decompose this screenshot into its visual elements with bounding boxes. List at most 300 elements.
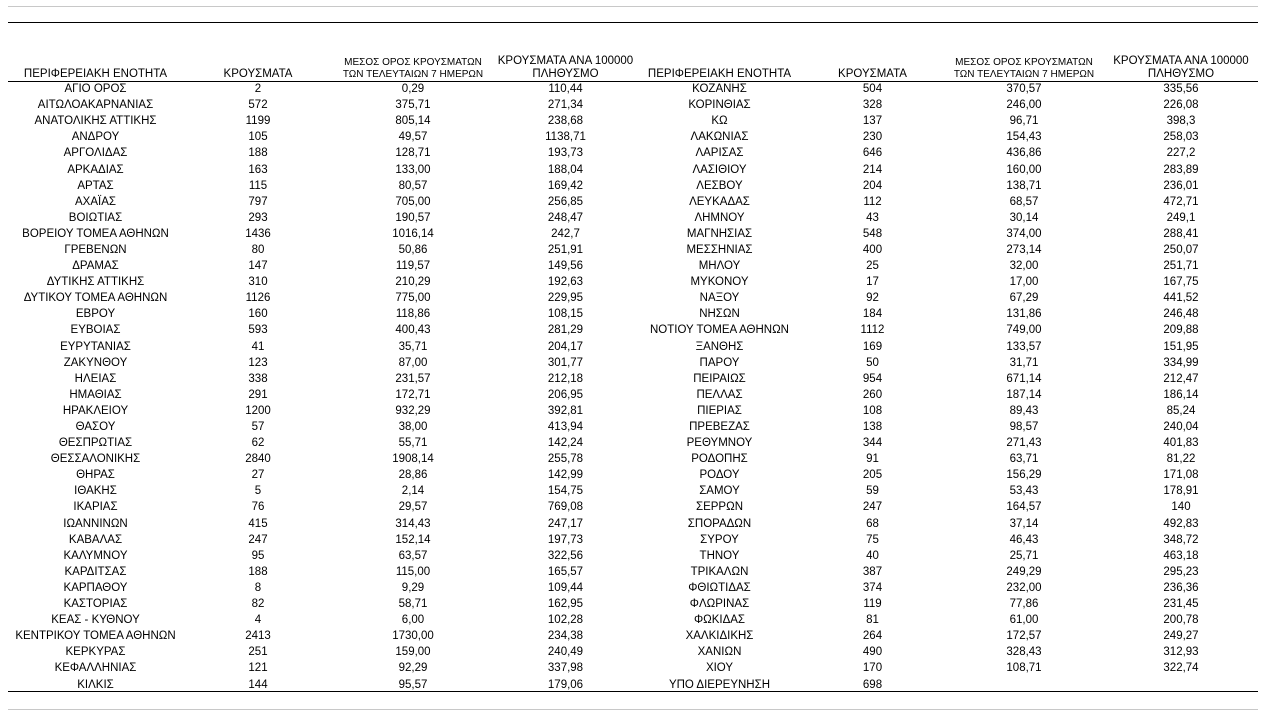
- avg7-cell: 374,00: [1006, 227, 1042, 240]
- cases-cell: 1436: [245, 227, 271, 240]
- avg7-cell: 436,86: [1006, 147, 1042, 160]
- table-row: [8, 145, 1258, 161]
- avg7-cell: 38,00: [398, 421, 428, 434]
- avg7-cell: 328,43: [1006, 646, 1042, 659]
- cases-cell: 68: [866, 517, 879, 530]
- avg7-cell: 172,57: [1006, 630, 1042, 643]
- region-cell: ΙΩΑΝΝΙΝΩΝ: [63, 517, 128, 530]
- avg7-cell: 246,00: [1006, 99, 1042, 112]
- table-body: [8, 81, 1258, 693]
- table-row: [8, 596, 1258, 612]
- per100k-cell: 142,24: [547, 437, 584, 450]
- per100k-cell: 251,91: [547, 243, 584, 256]
- avg7-cell: 25,71: [1009, 549, 1039, 562]
- header-cases-2: ΚΡΟΥΣΜΑΤΑ: [838, 68, 907, 80]
- avg7-cell: 6,00: [401, 614, 425, 627]
- per100k-cell: 250,07: [1163, 243, 1199, 256]
- region-cell: ΧΙΟΥ: [705, 662, 734, 675]
- cases-cell: 344: [862, 437, 883, 450]
- bottom-rule: [8, 691, 1258, 692]
- header-rule: [8, 81, 1258, 82]
- cases-cell: 105: [248, 131, 268, 144]
- cases-cell: 338: [248, 372, 268, 385]
- region-cell: ΥΠΟ ΔΙΕΡΕΥΝΗΣΗ: [668, 678, 771, 691]
- table-row: [8, 274, 1258, 290]
- per100k-cell: 212,18: [547, 372, 584, 385]
- per100k-cell: 108,15: [547, 308, 584, 321]
- cases-cell: 328: [862, 99, 883, 112]
- region-cell: ΑΡΓΟΛΙΔΑΣ: [63, 147, 128, 160]
- table-row: [8, 322, 1258, 338]
- avg7-cell: 932,29: [395, 404, 431, 417]
- avg7-cell: 9,29: [401, 581, 425, 594]
- cases-cell: 954: [862, 372, 883, 385]
- region-cell: ΑΓΙΟ ΟΡΟΣ: [64, 83, 127, 96]
- cases-cell: 247: [862, 501, 883, 514]
- cases-cell: 264: [862, 630, 883, 643]
- table-row: [8, 210, 1258, 226]
- header-cases: ΚΡΟΥΣΜΑΤΑ: [223, 68, 293, 80]
- region-cell: ΙΘΑΚΗΣ: [74, 485, 117, 498]
- region-cell: ΧΑΛΚΙΔΙΚΗΣ: [685, 630, 754, 643]
- per100k-cell: 165,57: [547, 565, 584, 578]
- region-cell: ΤΡΙΚΑΛΩΝ: [690, 565, 749, 578]
- per100k-cell: 236,01: [1163, 179, 1199, 192]
- region-cell: ΣΥΡΟΥ: [700, 533, 739, 546]
- region-cell: ΘΕΣΣΑΛΟΝΙΚΗΣ: [50, 453, 141, 466]
- region-cell: ΙΚΑΡΙΑΣ: [73, 501, 118, 514]
- table-row: [8, 660, 1258, 676]
- region-cell: ΣΑΜΟΥ: [699, 485, 740, 498]
- per100k-cell: 109,44: [547, 581, 584, 594]
- avg7-cell: 273,14: [1006, 243, 1042, 256]
- per100k-cell: 179,06: [547, 678, 584, 691]
- cases-cell: 415: [248, 517, 268, 530]
- top-thin-rule: [8, 6, 1258, 7]
- region-cell: ΕΥΒΟΙΑΣ: [70, 324, 121, 337]
- avg7-cell: 108,71: [1006, 662, 1042, 675]
- cases-cell: 147: [248, 260, 268, 273]
- table-row: [8, 548, 1258, 564]
- avg7-cell: 63,57: [398, 549, 428, 562]
- cases-cell: 1126: [245, 292, 271, 305]
- region-cell: ΚΕΑΣ - ΚΥΘΝΟΥ: [51, 614, 140, 627]
- avg7-cell: 749,00: [1006, 324, 1042, 337]
- region-cell: ΛΑΡΙΣΑΣ: [695, 147, 744, 160]
- table-row: [8, 242, 1258, 258]
- region-cell: ΕΥΡΥΤΑΝΙΑΣ: [60, 340, 131, 353]
- table-row: [8, 290, 1258, 306]
- region-cell: ΗΜΑΘΙΑΣ: [69, 388, 122, 401]
- header-avg7-2: ΜΕΣΟΣ ΟΡΟΣ ΚΡΟΥΣΜΑΤΩΝ ΤΩΝ ΤΕΛΕΥΤΑΙΩΝ 7 ΗΜΕΡΩΝ: [953, 57, 1095, 80]
- avg7-cell: 119,57: [395, 260, 431, 273]
- per100k-cell: 151,95: [1163, 340, 1199, 353]
- cases-cell: 160: [248, 308, 268, 321]
- region-cell: ΝΑΞΟΥ: [699, 292, 740, 305]
- cases-table: [8, 50, 1258, 693]
- region-cell: ΚΑΡΔΙΤΣΑΣ: [64, 565, 127, 578]
- region-cell: ΘΑΣΟΥ: [75, 421, 116, 434]
- avg7-cell: 775,00: [395, 292, 431, 305]
- region-cell: ΦΘΙΩΤΙΔΑΣ: [688, 581, 751, 594]
- region-cell: ΤΗΝΟΥ: [699, 549, 740, 562]
- table-row: [8, 483, 1258, 499]
- cases-cell: 205: [862, 469, 883, 482]
- region-cell: ΚΑΣΤΟΡΙΑΣ: [63, 598, 128, 611]
- region-cell: ΓΡΕΒΕΝΩΝ: [64, 243, 127, 256]
- table-row: [8, 306, 1258, 322]
- per100k-cell: 472,71: [1163, 195, 1199, 208]
- cases-cell: 1199: [245, 115, 271, 128]
- cases-cell: 2840: [245, 453, 271, 466]
- per100k-cell: 171,08: [1163, 469, 1199, 482]
- avg7-cell: 98,57: [1009, 421, 1039, 434]
- cases-cell: 260: [862, 388, 883, 401]
- region-cell: ΚΟΖΑΝΗΣ: [692, 83, 747, 96]
- per100k-cell: 256,85: [547, 195, 584, 208]
- per100k-cell: 441,52: [1163, 292, 1199, 305]
- per100k-cell: 206,95: [547, 388, 584, 401]
- per100k-cell: 283,89: [1163, 163, 1199, 176]
- avg7-cell: 164,57: [1006, 501, 1042, 514]
- region-cell: ΠΕΙΡΑΙΩΣ: [693, 372, 746, 385]
- per100k-cell: 192,63: [547, 276, 584, 289]
- region-cell: ΑΧΑΪΑΣ: [75, 195, 116, 208]
- avg7-cell: 89,43: [1009, 404, 1039, 417]
- avg7-cell: 370,57: [1006, 83, 1042, 96]
- per100k-cell: 231,45: [1163, 598, 1199, 611]
- table-row: [8, 129, 1258, 145]
- per100k-cell: 204,17: [547, 340, 584, 353]
- table-row: [8, 403, 1258, 419]
- avg7-cell: 68,57: [1009, 195, 1039, 208]
- per100k-cell: 1138,71: [545, 131, 586, 144]
- cases-cell: 593: [248, 324, 268, 337]
- region-cell: ΚΕΡΚΥΡΑΣ: [65, 646, 126, 659]
- avg7-cell: 50,86: [398, 243, 428, 256]
- cases-cell: 797: [248, 195, 268, 208]
- cases-cell: 293: [248, 211, 268, 224]
- table-row: [8, 97, 1258, 113]
- cases-cell: 188: [248, 565, 268, 578]
- cases-cell: 76: [251, 501, 265, 514]
- avg7-cell: 1730,00: [392, 630, 434, 643]
- per100k-cell: 246,48: [1163, 308, 1199, 321]
- region-cell: ΚΑΒΑΛΑΣ: [68, 533, 123, 546]
- cases-cell: 490: [862, 646, 883, 659]
- per100k-cell: 200,78: [1163, 614, 1199, 627]
- cases-cell: 5: [254, 485, 262, 498]
- avg7-cell: 154,43: [1006, 131, 1042, 144]
- table-row: [8, 194, 1258, 210]
- per100k-cell: 334,99: [1163, 356, 1199, 369]
- cases-cell: 115: [248, 179, 268, 192]
- table-row: [8, 467, 1258, 483]
- per100k-cell: 149,56: [547, 260, 584, 273]
- per100k-cell: 140: [1171, 501, 1191, 514]
- cases-cell: 204: [862, 179, 883, 192]
- avg7-cell: 30,14: [1009, 211, 1039, 224]
- cases-cell: 80: [251, 243, 265, 256]
- per100k-cell: 162,95: [547, 598, 584, 611]
- cases-cell: 137: [862, 115, 883, 128]
- avg7-cell: 210,29: [395, 276, 431, 289]
- per100k-cell: 255,78: [547, 453, 584, 466]
- cases-cell: 81: [866, 614, 879, 627]
- region-cell: ΚΕΝΤΡΙΚΟΥ ΤΟΜΕΑ ΑΘΗΝΩΝ: [15, 630, 176, 643]
- region-cell: ΞΑΝΘΗΣ: [695, 340, 744, 353]
- avg7-cell: 805,14: [395, 115, 431, 128]
- per100k-cell: 249,27: [1163, 630, 1199, 643]
- header-per100k: ΚΡΟΥΣΜΑΤΑ ΑΝΑ 100000 ΠΛΗΘΥΣΜΟ: [497, 55, 634, 80]
- table-row: [8, 516, 1258, 532]
- region-cell: ΣΕΡΡΩΝ: [695, 501, 744, 514]
- cases-cell: 75: [866, 533, 879, 546]
- region-cell: ΚΕΦΑΛΛΗΝΙΑΣ: [54, 662, 137, 675]
- per100k-cell: 186,14: [1163, 388, 1199, 401]
- table-row: [8, 580, 1258, 596]
- region-cell: ΦΛΩΡΙΝΑΣ: [689, 598, 750, 611]
- avg7-cell: 160,00: [1006, 163, 1042, 176]
- per100k-cell: 234,38: [547, 630, 584, 643]
- cases-cell: 251: [248, 646, 268, 659]
- cases-cell: 230: [862, 131, 883, 144]
- region-cell: ΑΡΚΑΔΙΑΣ: [67, 163, 124, 176]
- cases-cell: 50: [866, 356, 879, 369]
- per100k-cell: 295,23: [1163, 565, 1199, 578]
- header-per100k-2: ΚΡΟΥΣΜΑΤΑ ΑΝΑ 100000 ΠΛΗΘΥΣΜΟ: [1113, 55, 1249, 80]
- per100k-cell: 229,95: [547, 292, 584, 305]
- top-rule: [8, 22, 1258, 23]
- region-cell: ΚΙΛΚΙΣ: [77, 678, 114, 691]
- avg7-cell: 190,57: [395, 211, 431, 224]
- region-cell: ΑΝΔΡΟΥ: [71, 131, 120, 144]
- avg7-cell: 95,57: [398, 678, 428, 691]
- per100k-cell: 392,81: [547, 404, 584, 417]
- cases-cell: 41: [251, 340, 265, 353]
- region-cell: ΔΡΑΜΑΣ: [72, 260, 119, 273]
- cases-cell: 95: [251, 549, 265, 562]
- cases-cell: 572: [248, 99, 268, 112]
- avg7-cell: 37,14: [1009, 517, 1039, 530]
- region-cell: ΝΟΤΙΟΥ ΤΟΜΕΑ ΑΘΗΝΩΝ: [650, 324, 789, 337]
- region-cell: ΠΑΡΟΥ: [699, 356, 740, 369]
- avg7-cell: 138,71: [1006, 179, 1042, 192]
- region-cell: ΛΗΜΝΟΥ: [694, 211, 745, 224]
- avg7-cell: 28,86: [398, 469, 428, 482]
- table-row: [8, 113, 1258, 129]
- region-cell: ΜΑΓΝΗΣΙΑΣ: [686, 227, 753, 240]
- avg7-cell: 87,00: [398, 356, 428, 369]
- cases-cell: 1112: [860, 324, 885, 337]
- table-row: [8, 226, 1258, 242]
- avg7-cell: 187,14: [1006, 388, 1042, 401]
- per100k-cell: 413,94: [547, 421, 584, 434]
- region-cell: ΑΝΑΤΟΛΙΚΗΣ ΑΤΤΙΚΗΣ: [34, 115, 157, 128]
- per100k-cell: 236,36: [1163, 581, 1199, 594]
- region-cell: ΗΡΑΚΛΕΙΟΥ: [62, 404, 129, 417]
- cases-cell: 62: [251, 437, 265, 450]
- table-row: [8, 628, 1258, 644]
- cases-cell: 170: [862, 662, 883, 675]
- cases-cell: 698: [862, 678, 883, 691]
- avg7-cell: 96,71: [1009, 115, 1039, 128]
- avg7-cell: 53,43: [1009, 485, 1039, 498]
- region-cell: ΔΥΤΙΚΟΥ ΤΟΜΕΑ ΑΘΗΝΩΝ: [23, 292, 168, 305]
- per100k-cell: 249,1: [1166, 211, 1196, 224]
- table-row: [8, 178, 1258, 194]
- cases-cell: 123: [248, 356, 268, 369]
- region-cell: ΔΥΤΙΚΗΣ ΑΤΤΙΚΗΣ: [46, 276, 145, 289]
- avg7-cell: 133,57: [1006, 340, 1042, 353]
- per100k-cell: 110,44: [548, 83, 583, 96]
- cases-cell: 184: [862, 308, 883, 321]
- per100k-cell: 242,7: [551, 227, 580, 240]
- header-region: ΠΕΡΙΦΕΡΕΙΑΚΗ ΕΝΟΤΗΤΑ: [23, 68, 168, 80]
- per100k-cell: 271,34: [547, 99, 584, 112]
- per100k-cell: 85,24: [1166, 404, 1196, 417]
- cases-cell: 8: [254, 581, 262, 594]
- avg7-cell: 231,57: [395, 372, 431, 385]
- avg7-cell: 314,43: [395, 517, 431, 530]
- region-cell: ΧΑΝΙΩΝ: [697, 646, 742, 659]
- avg7-cell: 671,14: [1006, 372, 1042, 385]
- cases-cell: 169: [862, 340, 883, 353]
- region-cell: ΘΕΣΠΡΩΤΙΑΣ: [58, 437, 133, 450]
- per100k-cell: 322,74: [1163, 662, 1199, 675]
- per100k-cell: 169,42: [547, 179, 584, 192]
- region-cell: ΣΠΟΡΑΔΩΝ: [687, 517, 752, 530]
- avg7-cell: 49,57: [398, 131, 428, 144]
- avg7-cell: 55,71: [398, 437, 428, 450]
- per100k-cell: 335,56: [1163, 83, 1199, 96]
- region-cell: ΠΡΕΒΕΖΑΣ: [689, 421, 750, 434]
- avg7-cell: 80,57: [398, 179, 428, 192]
- cases-cell: 40: [866, 549, 879, 562]
- per100k-cell: 401,83: [1163, 437, 1199, 450]
- avg7-cell: 92,29: [398, 662, 428, 675]
- cases-cell: 121: [248, 662, 268, 675]
- region-cell: ΡΟΔΟΠΗΣ: [691, 453, 748, 466]
- avg7-cell: 0,29: [401, 83, 425, 96]
- avg7-cell: 152,14: [395, 533, 431, 546]
- region-cell: ΑΡΤΑΣ: [77, 179, 114, 192]
- cases-cell: 92: [866, 292, 879, 305]
- region-cell: ΡΟΔΟΥ: [699, 469, 740, 482]
- table-row: [8, 612, 1258, 628]
- cases-cell: 91: [866, 453, 879, 466]
- cases-cell: 144: [248, 678, 268, 691]
- table-row: [8, 564, 1258, 580]
- cases-cell: 2413: [245, 630, 271, 643]
- cases-cell: 188: [248, 147, 268, 160]
- per100k-cell: 251,71: [1163, 260, 1199, 273]
- per100k-cell: 769,08: [547, 501, 584, 514]
- region-cell: ΠΙΕΡΙΑΣ: [697, 404, 742, 417]
- avg7-cell: 67,29: [1009, 292, 1039, 305]
- cases-cell: 82: [251, 598, 265, 611]
- region-cell: ΘΗΡΑΣ: [76, 469, 115, 482]
- header-region-2: ΠΕΡΙΦΕΡΕΙΑΚΗ ΕΝΟΤΗΤΑ: [647, 68, 792, 80]
- per100k-cell: 258,03: [1163, 131, 1199, 144]
- per100k-cell: 193,73: [547, 147, 584, 160]
- table-row: [8, 644, 1258, 660]
- avg7-cell: 159,00: [395, 646, 431, 659]
- cases-cell: 119: [863, 598, 882, 611]
- table-row: [8, 499, 1258, 515]
- avg7-cell: 35,71: [398, 340, 428, 353]
- cases-cell: 138: [862, 421, 883, 434]
- per100k-cell: 463,18: [1163, 549, 1199, 562]
- cases-cell: 214: [862, 163, 883, 176]
- avg7-cell: 115,00: [395, 565, 431, 578]
- avg7-cell: 2,14: [401, 485, 425, 498]
- region-cell: ΗΛΕΙΑΣ: [74, 372, 117, 385]
- per100k-cell: 240,49: [547, 646, 584, 659]
- region-cell: ΦΩΚΙΔΑΣ: [693, 614, 746, 627]
- table-row: [8, 451, 1258, 467]
- avg7-cell: 133,00: [395, 163, 431, 176]
- avg7-cell: 131,86: [1006, 308, 1042, 321]
- avg7-cell: 29,57: [398, 501, 428, 514]
- avg7-cell: 58,71: [398, 598, 428, 611]
- avg7-cell: 375,71: [395, 99, 431, 112]
- table-row: [8, 355, 1258, 371]
- avg7-cell: 1908,14: [392, 453, 434, 466]
- per100k-cell: 288,41: [1163, 227, 1199, 240]
- region-cell: ΚΟΡΙΝΘΙΑΣ: [688, 99, 751, 112]
- avg7-cell: 63,71: [1009, 453, 1039, 466]
- avg7-cell: 232,00: [1006, 581, 1042, 594]
- avg7-cell: 46,43: [1009, 533, 1039, 546]
- region-cell: ΠΕΛΛΑΣ: [696, 388, 743, 401]
- cases-cell: 291: [248, 388, 268, 401]
- per100k-cell: 167,75: [1163, 276, 1199, 289]
- region-cell: ΛΑΚΩΝΙΑΣ: [690, 131, 749, 144]
- per100k-cell: 348,72: [1163, 533, 1199, 546]
- cases-cell: 57: [251, 421, 265, 434]
- avg7-cell: 271,43: [1006, 437, 1042, 450]
- avg7-cell: 31,71: [1009, 356, 1039, 369]
- per100k-cell: 248,47: [547, 211, 584, 224]
- cases-cell: 387: [862, 565, 883, 578]
- region-cell: ΑΙΤΩΛΟΑΚΑΡΝΑΝΙΑΣ: [37, 99, 154, 112]
- cases-cell: 400: [862, 243, 883, 256]
- cases-cell: 25: [866, 260, 879, 273]
- cases-cell: 548: [862, 227, 883, 240]
- table-row: [8, 435, 1258, 451]
- region-cell: ΒΟΡΕΙΟΥ ΤΟΜΕΑ ΑΘΗΝΩΝ: [22, 227, 169, 240]
- avg7-cell: 172,71: [395, 388, 431, 401]
- region-cell: ΛΑΣΙΘΙΟΥ: [692, 163, 747, 176]
- cases-cell: 2: [254, 83, 262, 96]
- per100k-cell: 312,93: [1163, 646, 1199, 659]
- per100k-cell: 322,56: [547, 549, 584, 562]
- bottom-thin-rule: [8, 709, 1258, 710]
- per100k-cell: 197,73: [547, 533, 584, 546]
- region-cell: ΛΕΣΒΟΥ: [696, 179, 743, 192]
- avg7-cell: 249,29: [1006, 565, 1042, 578]
- region-cell: ΛΕΥΚΑΔΑΣ: [689, 195, 750, 208]
- cases-cell: 646: [862, 147, 883, 160]
- region-cell: ΡΕΘΥΜΝΟΥ: [686, 437, 753, 450]
- table-row: [8, 419, 1258, 435]
- cases-cell: 504: [862, 83, 883, 96]
- region-cell: ΜΥΚΟΝΟΥ: [690, 276, 749, 289]
- header-avg7: ΜΕΣΟΣ ΟΡΟΣ ΚΡΟΥΣΜΑΤΩΝ ΤΩΝ ΤΕΛΕΥΤΑΙΩΝ 7 ΗΜΕΡΩΝ: [342, 57, 484, 80]
- avg7-cell: 156,29: [1006, 469, 1042, 482]
- cases-cell: 4: [254, 614, 262, 627]
